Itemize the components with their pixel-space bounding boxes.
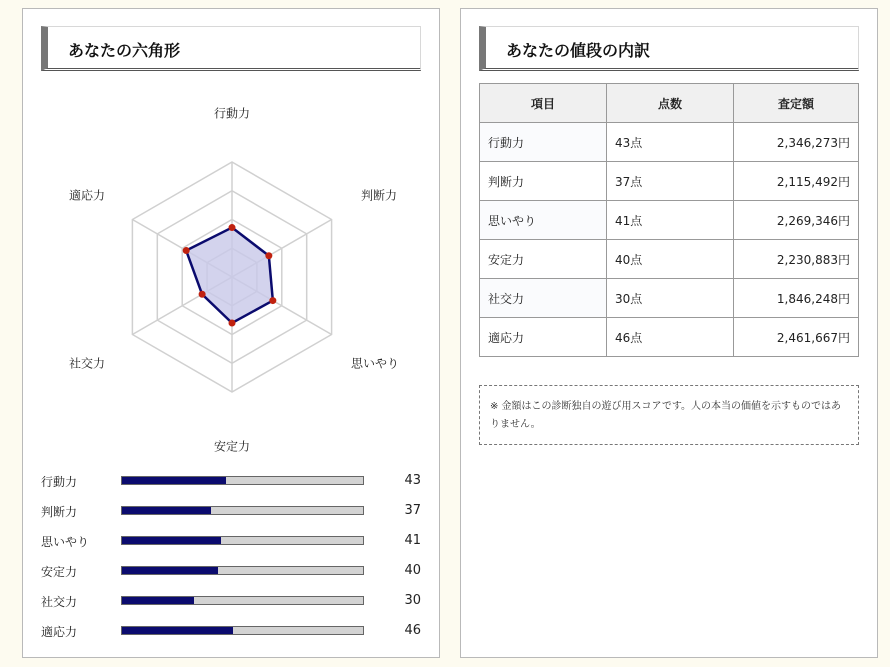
radar-data-point [265,252,272,259]
bar-fill [122,597,194,604]
cell-amount: 2,230,883円 [734,240,859,279]
bar-value: 37 [404,503,421,518]
cell-item: 社交力 [480,279,607,318]
bar-fill [122,537,221,544]
bar-value: 30 [404,593,421,608]
cell-item: 適応力 [480,318,607,357]
table-row [480,201,859,240]
cell-amount: 2,346,273円 [734,123,859,162]
table-row [480,162,859,201]
bar-row [23,502,441,520]
cell-item: 安定力 [480,240,607,279]
bar-track [121,506,364,515]
cell-item: 判断力 [480,162,607,201]
bar-label: 思いやり [41,535,90,549]
radar-data-point [199,291,206,298]
bar-value: 43 [404,473,421,488]
radar-data-point [229,320,236,327]
bar-fill [122,567,218,574]
cell-amount: 2,269,346円 [734,201,859,240]
hexagon-panel [22,8,440,658]
bar-fill [122,477,226,484]
cell-score: 41点 [607,201,734,240]
breakdown-section-header [479,26,859,71]
cell-item: 思いやり [480,201,607,240]
bar-track [121,476,364,485]
radar-axis-label: 思いやり [350,356,400,371]
header-score: 点数 [607,84,734,123]
bar-row [23,622,441,640]
radar-axis-label: 安定力 [213,439,251,454]
radar-axis-label: 判断力 [360,188,398,203]
bar-row [23,562,441,580]
radar-axis-label: 社交力 [68,356,106,371]
cell-score: 40点 [607,240,734,279]
bar-track [121,536,364,545]
bar-label: 適応力 [41,625,78,639]
cell-score: 37点 [607,162,734,201]
radar-axis-label: 行動力 [213,106,251,121]
bar-track [121,596,364,605]
table-header-row [480,84,859,123]
cell-score: 46点 [607,318,734,357]
cell-score: 30点 [607,279,734,318]
breakdown-title: あなたの値段の内訳 [506,41,651,60]
cell-amount: 2,461,667円 [734,318,859,357]
table-row [480,279,859,318]
bar-value: 40 [404,563,421,578]
cell-amount: 2,115,492円 [734,162,859,201]
bar-row [23,532,441,550]
bar-row [23,592,441,610]
radar-data-area [186,228,273,323]
hexagon-title: あなたの六角形 [68,41,181,60]
table-row [480,240,859,279]
bar-track [121,626,364,635]
radar-chart [23,9,441,469]
bar-row [23,472,441,490]
header-item: 項目 [480,84,607,123]
bar-label: 判断力 [41,505,78,519]
bar-label: 社交力 [41,595,78,609]
bar-value: 41 [404,533,421,548]
radar-data-point [183,247,190,254]
table-row [480,123,859,162]
bar-label: 安定力 [41,565,78,579]
breakdown-panel [460,8,878,658]
cell-score: 43点 [607,123,734,162]
radar-data-point [269,297,276,304]
bar-fill [122,507,211,514]
cell-amount: 1,846,248円 [734,279,859,318]
table-row [480,318,859,357]
disclaimer-note: ※ 金額はこの診断独自の遊び用スコアです。人の本当の価値を示すものではありません。 [479,385,859,445]
cell-item: 行動力 [480,123,607,162]
breakdown-table [479,83,859,357]
radar-axis-label: 適応力 [68,188,106,203]
radar-data-point [229,224,236,231]
header-amount: 査定額 [734,84,859,123]
bar-value: 46 [404,623,421,638]
bar-track [121,566,364,575]
bar-fill [122,627,233,634]
bar-label: 行動力 [41,475,78,489]
